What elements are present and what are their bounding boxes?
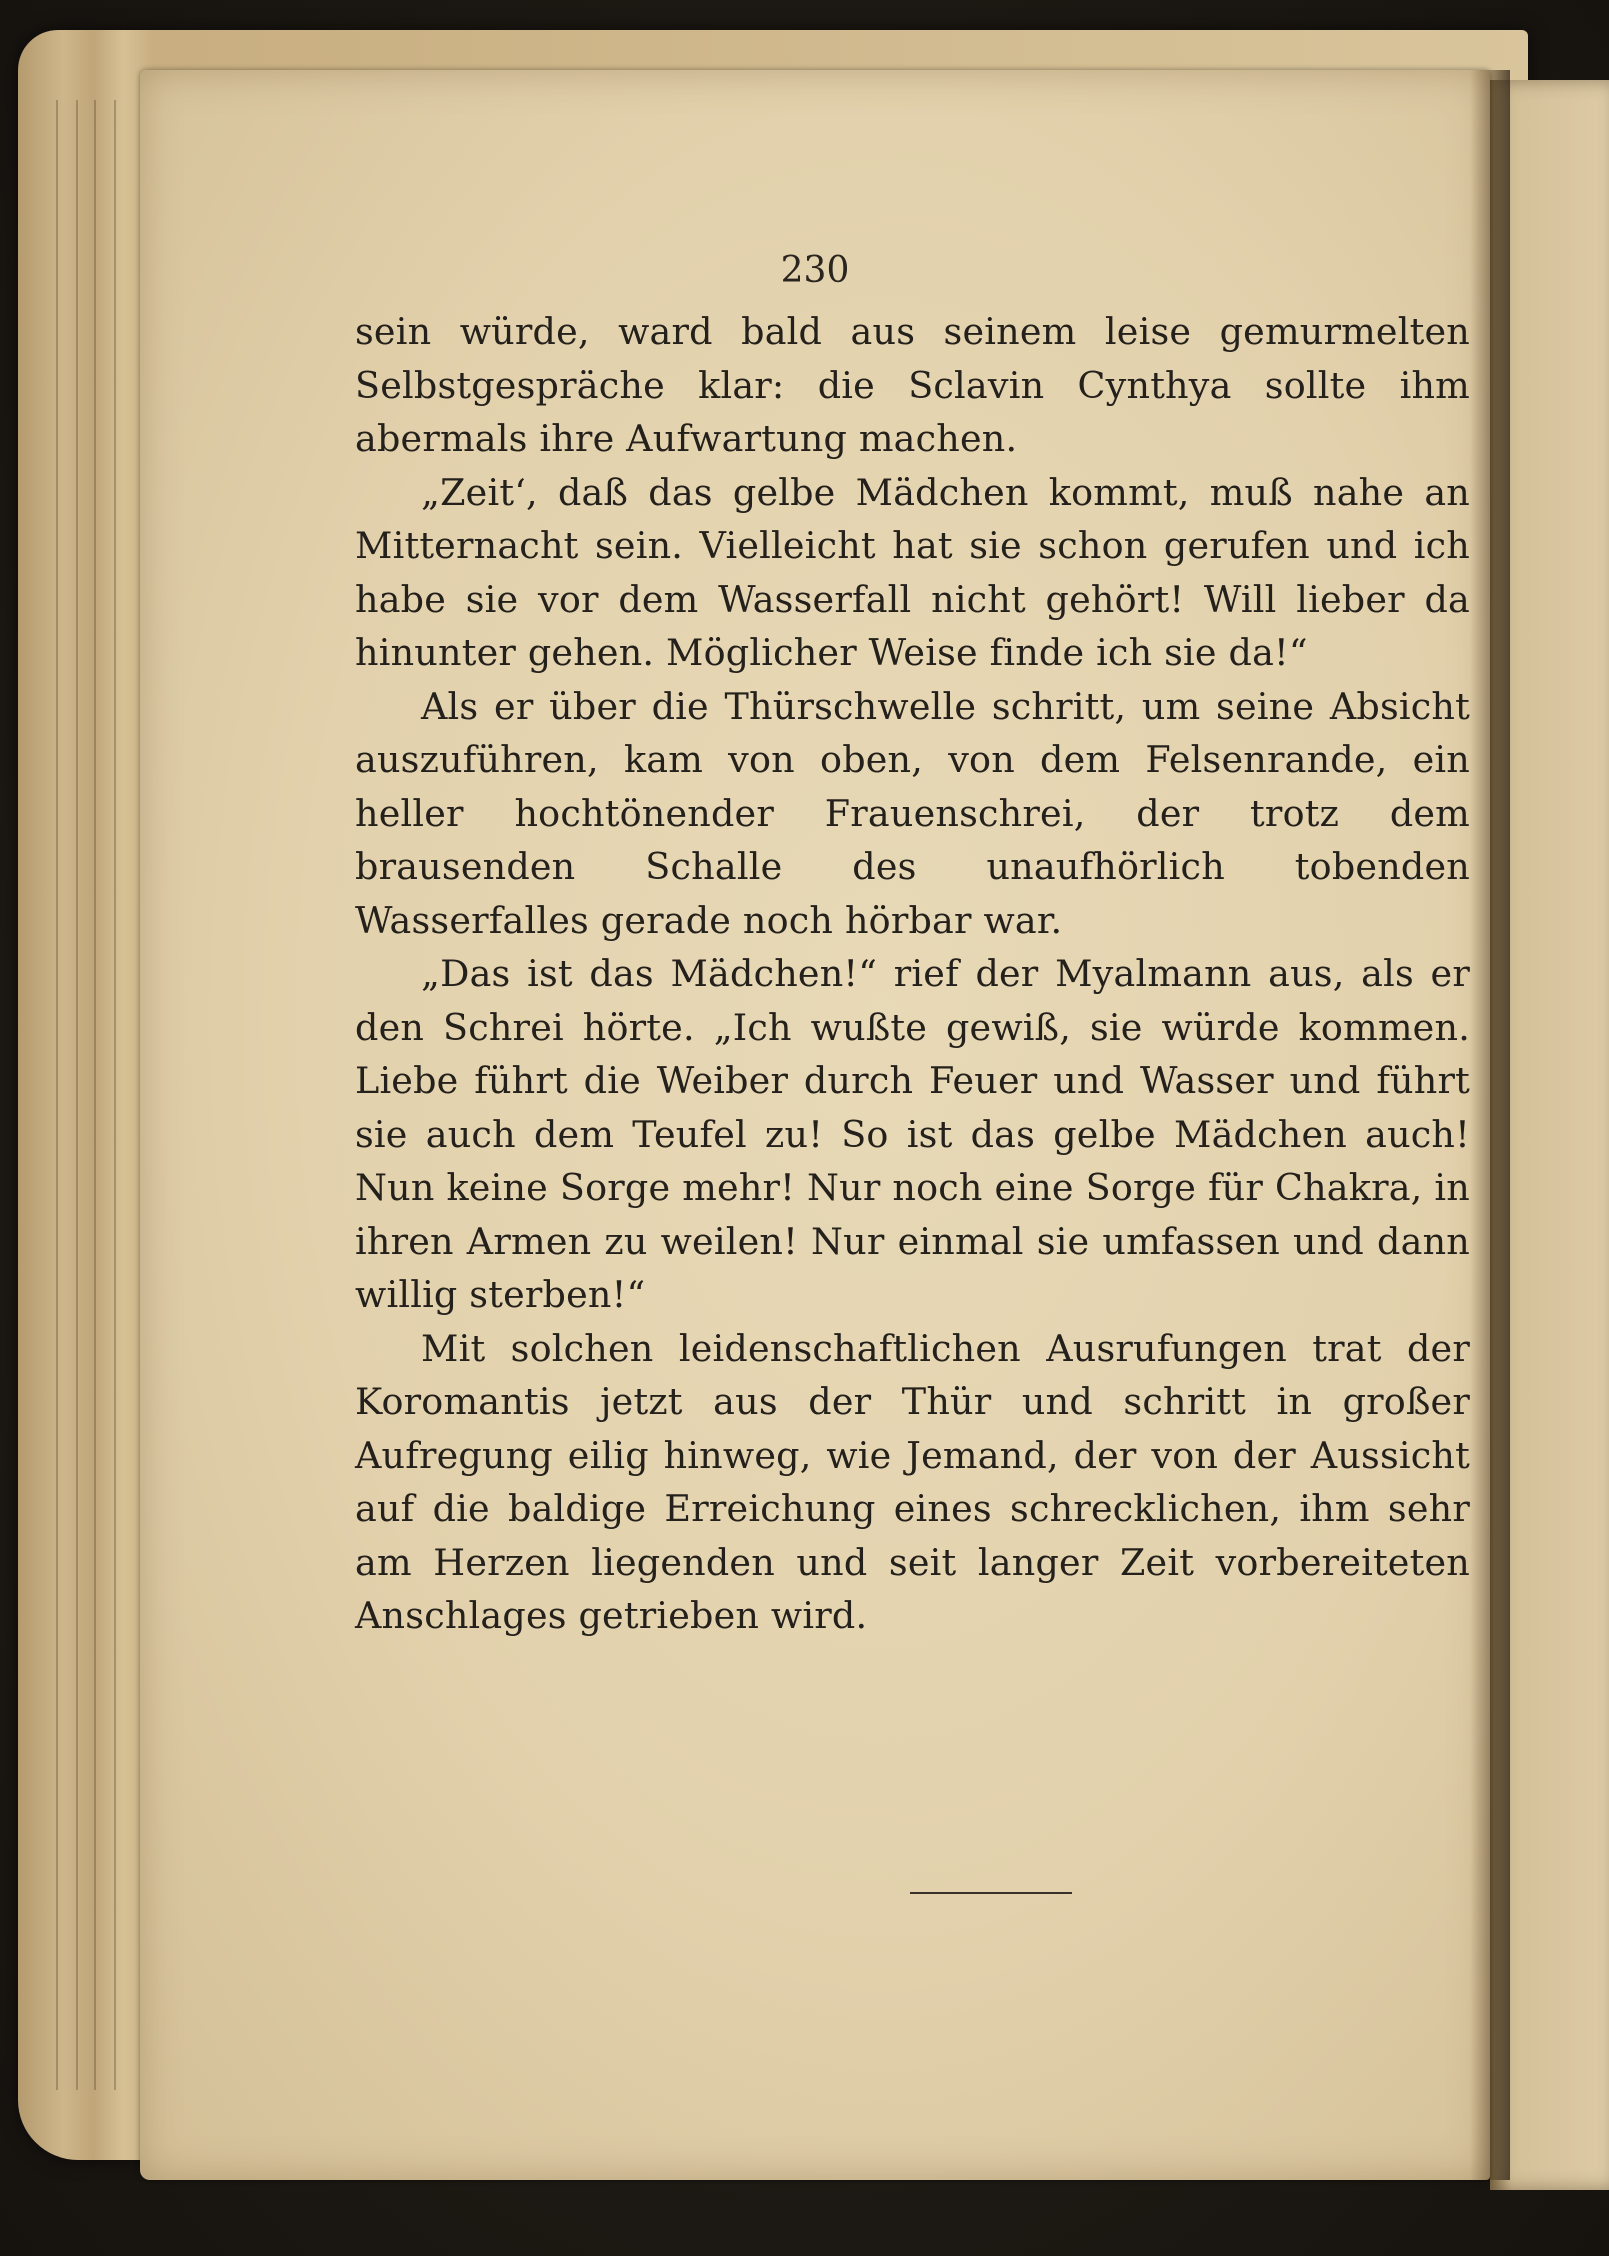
page-edge — [114, 100, 116, 2090]
paragraph: Mit solchen leidenschaftlichen Ausrufungen trat der Koromantis jetzt aus der Thür und schritt in großer Aufregung eilig hinweg, wie Jemand, der von der Aussicht auf die baldige Erreichung eines schrecklichen, ihm sehr am Herzen liegenden und seit langer Zeit vorbereiteten Anschlages getrieben wird. — [355, 1326, 1470, 1637]
section-rule — [910, 1892, 1072, 1894]
paragraph: sein würde, ward bald aus seinem leise gemurmelten Selbstgespräche klar: die Sclavin Cynthya sollte ihm abermals ihre Aufwartung machen. — [355, 310, 1470, 460]
paragraph: „Zeit‘, daß das gelbe Mädchen kommt, muß nahe an Mitternacht sein. Vielleicht hat sie schon gerufen und ich habe sie vor dem Wasserfall nicht gehört! Will lieber da hinunter gehen. Möglicher Weise finde ich sie da!“ — [355, 470, 1470, 674]
body-text — [355, 305, 1470, 1643]
page-edge — [56, 100, 58, 2090]
book-gutter — [1470, 70, 1510, 2180]
paragraph: „Das ist das Mädchen!“ rief der Myalmann aus, als er den Schrei hörte. „Ich wußte gewiß, sie würde kommen. Liebe führt die Weiber durch Feuer und Wasser und führt sie auch dem Teufel zu! So ist das gelbe Mädchen auch! Nun keine Sorge mehr! Nur noch eine Sorge für Chakra, in ihren Armen zu weilen! Nur einmal sie umfassen und dann willig sterben!“ — [355, 952, 1470, 1316]
book-page — [140, 70, 1490, 2180]
paragraph: Als er über die Thürschwelle schritt, um seine Absicht auszuführen, kam von oben, von dem Felsenrande, ein heller hochtönender Frauenschrei, der trotz dem brausenden Schalle des unaufhörlich tobenden Wasserfalles gerade noch hörbar war. — [355, 684, 1470, 942]
page-edge — [94, 100, 96, 2090]
page-edge — [76, 100, 78, 2090]
page-number: 230 — [780, 250, 850, 291]
